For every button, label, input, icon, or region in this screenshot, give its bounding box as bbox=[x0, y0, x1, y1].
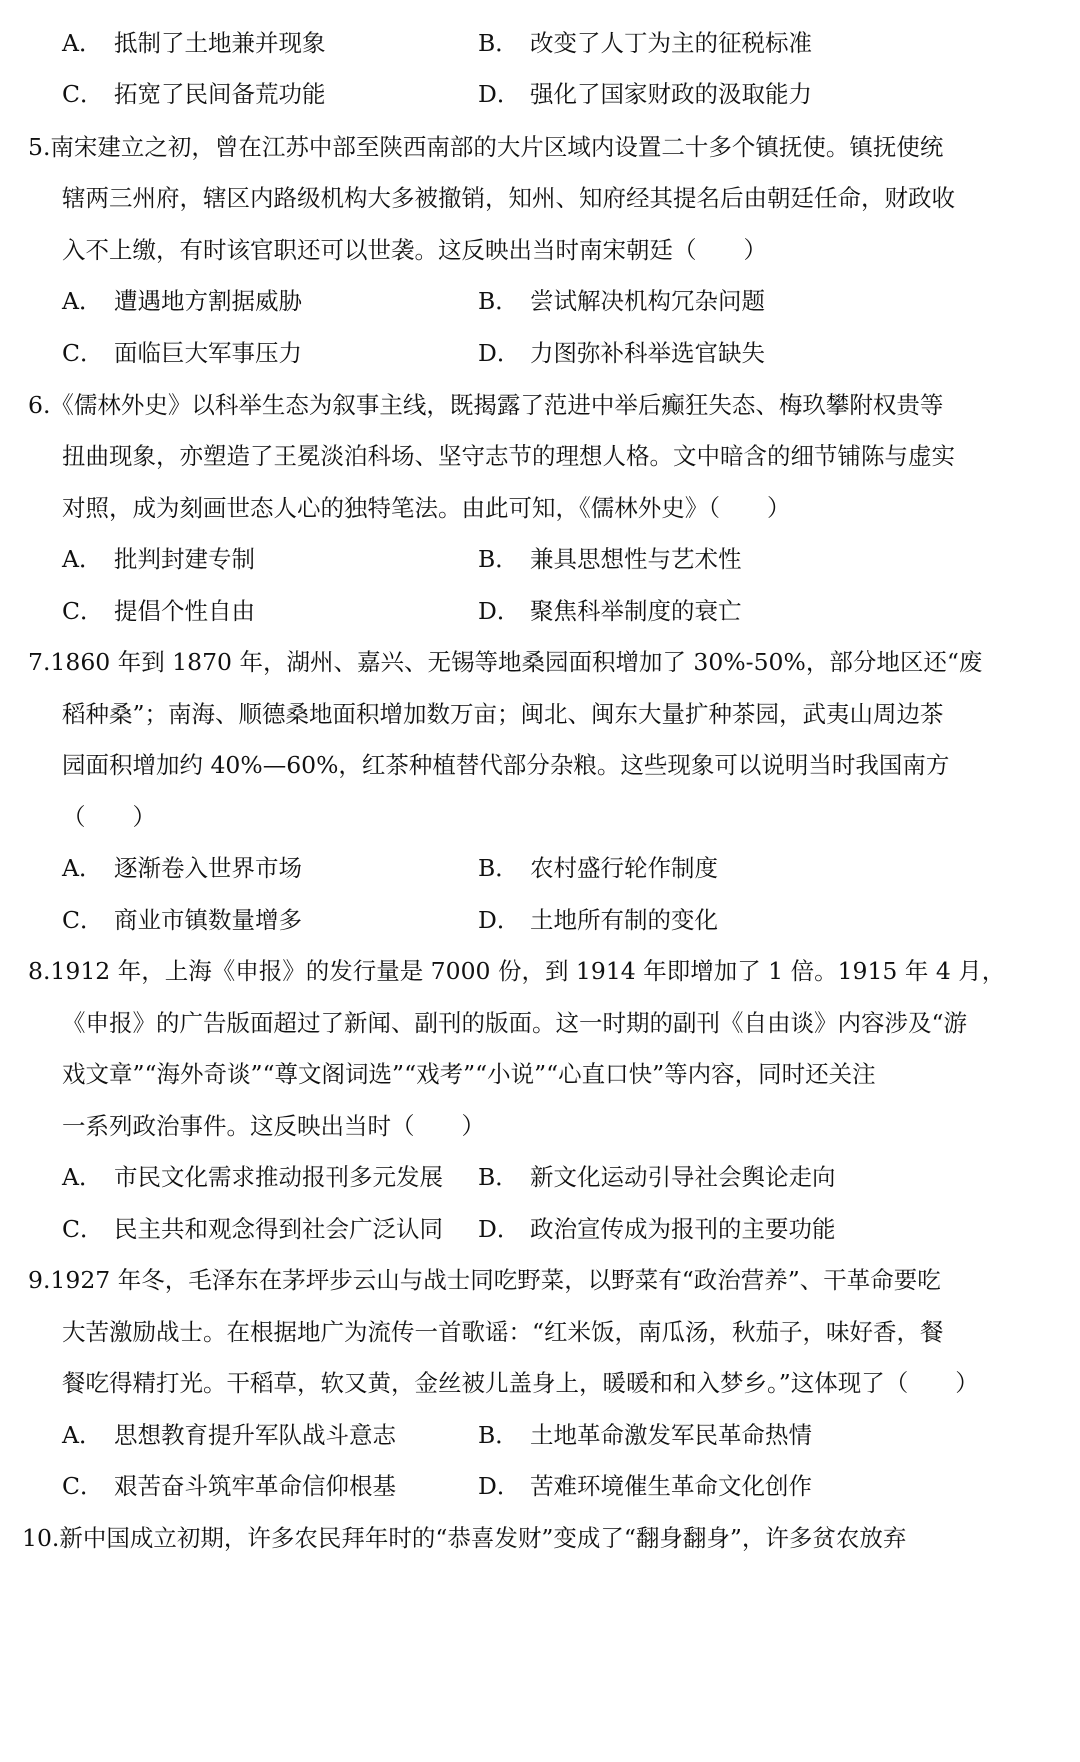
q8-stem-line-4: 一系列政治事件。这反映出当时（ ） bbox=[62, 1112, 485, 1140]
q4-options-row-2 bbox=[0, 65, 1080, 123]
q5-stem-line-2: 辖两三州府，辖区内路级机构大多被撤销，知州、知府经其提名后由朝廷任命，财政收 bbox=[62, 184, 955, 212]
q5-stem-line-3: 入不上缴，有时该官职还可以世袭。这反映出当时南宋朝廷（ ） bbox=[62, 236, 767, 264]
q7-option-b: B． 农村盛行轮作制度 bbox=[478, 854, 718, 882]
q9-options-row-2 bbox=[0, 1457, 1080, 1515]
q6-stem-line-3: 对照，成为刻画世态人心的独特笔法。由此可知，《儒林外史》（ ） bbox=[62, 494, 791, 522]
q5-option-a: A． 遭遇地方割据威胁 bbox=[62, 287, 302, 315]
q10-number: 10. bbox=[22, 1524, 60, 1552]
q9-option-c: C． 艰苦奋斗筑牢革命信仰根基 bbox=[62, 1472, 396, 1500]
q7-stem-line-3: 园面积增加约 40%—60%，红茶种植替代部分杂粮。这些现象可以说明当时我国南方 bbox=[62, 751, 950, 779]
q6-number: 6. bbox=[28, 391, 51, 419]
q6-options-row-1 bbox=[0, 530, 1080, 588]
q8-options-row-1 bbox=[0, 1148, 1080, 1206]
q5-options-row-2 bbox=[0, 324, 1080, 382]
q8-options-row-2 bbox=[0, 1200, 1080, 1258]
q7-option-c: C． 商业市镇数量增多 bbox=[62, 906, 302, 934]
q4-option-b: B． 改变了人丁为主的征税标准 bbox=[478, 29, 812, 57]
q8-option-a: A． 市民文化需求推动报刊多元发展 bbox=[62, 1163, 443, 1191]
q6-options-row-2 bbox=[0, 582, 1080, 640]
q8-stem-line-2: 《申报》的广告版面超过了新闻、副刊的版面。这一时期的副刊《自由谈》内容涉及“游 bbox=[62, 1009, 968, 1037]
q7-options-row-1 bbox=[0, 839, 1080, 897]
q6-option-b: B． 兼具思想性与艺术性 bbox=[478, 545, 742, 573]
q6-option-a: A． 批判封建专制 bbox=[62, 545, 255, 573]
q9-stem-line-2: 大苦激励战士。在根据地广为流传一首歌谣：“红米饭，南瓜汤，秋茄子，味好香，餐 bbox=[62, 1318, 944, 1346]
q8-option-c: C． 民主共和观念得到社会广泛认同 bbox=[62, 1215, 443, 1243]
q9-stem-line-3: 餐吃得精打光。干稻草，软又黄，金丝被儿盖身上，暖暖和和入梦乡。”这体现了（ ） bbox=[62, 1369, 979, 1397]
q8-option-b: B． 新文化运动引导社会舆论走向 bbox=[478, 1163, 836, 1191]
q9-options-row-1 bbox=[0, 1406, 1080, 1464]
q7-stem-line-1: 7.1860 年到 1870 年，湖州、嘉兴、无锡等地桑园面积增加了 30%-50%，部分地区还“废 bbox=[0, 633, 1080, 691]
q7-options-row-2 bbox=[0, 891, 1080, 949]
q5-number: 5. bbox=[28, 133, 51, 161]
q5-option-b: B． 尝试解决机构冗杂问题 bbox=[478, 287, 765, 315]
q6-stem-line-1: 6.《儒林外史》以科举生态为叙事主线，既揭露了范进中举后癫狂失态、梅玖攀附权贵等 bbox=[0, 376, 1080, 434]
q4-option-c: C． 拓宽了民间备荒功能 bbox=[62, 80, 326, 108]
q9-option-a: A． 思想教育提升军队战斗意志 bbox=[62, 1421, 396, 1449]
q10-stem-line-1: 10.新中国成立初期，许多农民拜年时的“恭喜发财”变成了“翻身翻身”，许多贫农放弃 bbox=[0, 1509, 1080, 1567]
q8-number: 8. bbox=[28, 957, 51, 985]
q7-stem-line-4: （ ） bbox=[62, 803, 156, 831]
q7-option-d: D． 土地所有制的变化 bbox=[478, 906, 718, 934]
q4-option-a: A． 抵制了土地兼并现象 bbox=[62, 29, 326, 57]
q5-option-d: D． 力图弥补科举选官缺失 bbox=[478, 339, 765, 367]
q9-stem-line-1: 9.1927 年冬，毛泽东在茅坪步云山与战士同吃野菜，以野菜有“政治营养”、干革命要吃 bbox=[0, 1251, 1080, 1309]
q4-option-d: D． 强化了国家财政的汲取能力 bbox=[478, 80, 812, 108]
q5-stem-line-1: 5.南宋建立之初，曾在江苏中部至陕西南部的大片区域内设置二十多个镇抚使。镇抚使统 bbox=[0, 118, 1080, 176]
q9-option-b: B． 土地革命激发军民革命热情 bbox=[478, 1421, 812, 1449]
q6-stem-line-2: 扭曲现象，亦塑造了王冕淡泊科场、坚守志节的理想人格。文中暗含的细节铺陈与虚实 bbox=[62, 442, 955, 470]
q9-option-d: D． 苦难环境催生革命文化创作 bbox=[478, 1472, 812, 1500]
q4-options-row-1 bbox=[0, 14, 1080, 72]
q5-options-row-1 bbox=[0, 272, 1080, 330]
q7-stem-line-2: 稻种桑”；南海、顺德桑地面积增加数万亩；闽北、闽东大量扩种茶园，武夷山周边茶 bbox=[62, 700, 944, 728]
q5-option-c: C． 面临巨大军事压力 bbox=[62, 339, 302, 367]
q7-number: 7. bbox=[28, 648, 51, 676]
q8-option-d: D． 政治宣传成为报刊的主要功能 bbox=[478, 1215, 836, 1243]
q6-option-d: D． 聚焦科举制度的衰亡 bbox=[478, 597, 742, 625]
q6-option-c: C． 提倡个性自由 bbox=[62, 597, 255, 625]
q8-stem-line-3: 戏文章”“海外奇谈”“尊文阁词选”“戏考”“小说”“心直口快”等内容，同时还关注 bbox=[62, 1060, 876, 1088]
q7-option-a: A． 逐渐卷入世界市场 bbox=[62, 854, 302, 882]
q8-stem-line-1: 8.1912 年，上海《申报》的发行量是 7000 份，到 1914 年即增加了 1 倍。1915 年 4 月， bbox=[0, 942, 1080, 1000]
q9-number: 9. bbox=[28, 1266, 51, 1294]
